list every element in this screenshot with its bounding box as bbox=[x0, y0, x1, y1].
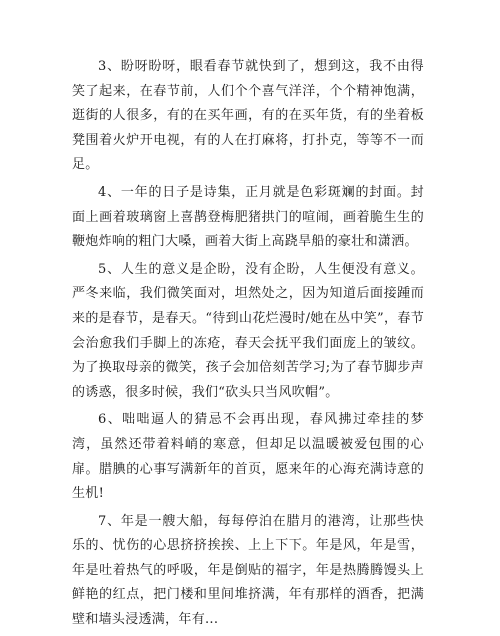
paragraph-5: 5、人生的意义是企盼，没有企盼，人生便没有意义。严冬来临，我们微笑面对，坦然处之，因为知道后面接踵而来的是春节，是春天。“待到山花烂漫时/她在丛中笑”，春节会治愈我们手脚上的冻疮，春天会抚平我们面庞上的皱纹。为了换取母亲的微笑，孩子会加倍刻苦学习;为了春节脚步声的诱惑，很多时候，我们“砍头只当风吹帽”。 bbox=[72, 261, 424, 400]
paragraph-6: 6、咄咄逼人的猜忌不会再出现，春风拂过牵挂的梦湾，虽然还带着料峭的寒意，但却足以温暖被爱包围的心扉。腊腆的心事写满新年的首页，愿来年的心海充满诗意的生机! bbox=[72, 412, 424, 502]
paragraph-7: 7、年是一艘大船，每每停泊在腊月的港湾，让那些快乐的、忧伤的心思挤挤挨挨、上上下下。年是风，年是雪，年是吐着热气的呼吸，年是倒贴的福字，年是热腾腾馒头上鲜艳的红点，把门楼和里间堆挤满，年有那样的酒香，把满壁和墙头浸透满，年有... bbox=[72, 513, 424, 628]
document-body bbox=[72, 55, 424, 636]
paragraph-4: 4、一年的日子是诗集，正月就是色彩斑斓的封面。封面上画着玻璃窗上喜鹊登梅肥猪拱门的喧闹，画着脆生生的鞭炮炸响的粗门大嗓，画着大街上高跷旱船的豪壮和潇洒。 bbox=[72, 184, 424, 250]
paragraph-3: 3、盼呀盼呀，眼看春节就快到了，想到这，我不由得笑了起来，在春节前，人们个个喜气洋洋，个个精神饱满，逛街的人很多，有的在买年画，有的在买年货，有的坐着板凳围着火炉开电视，有的人在打麻将，打扑克，等等不一而足。 bbox=[72, 59, 424, 173]
